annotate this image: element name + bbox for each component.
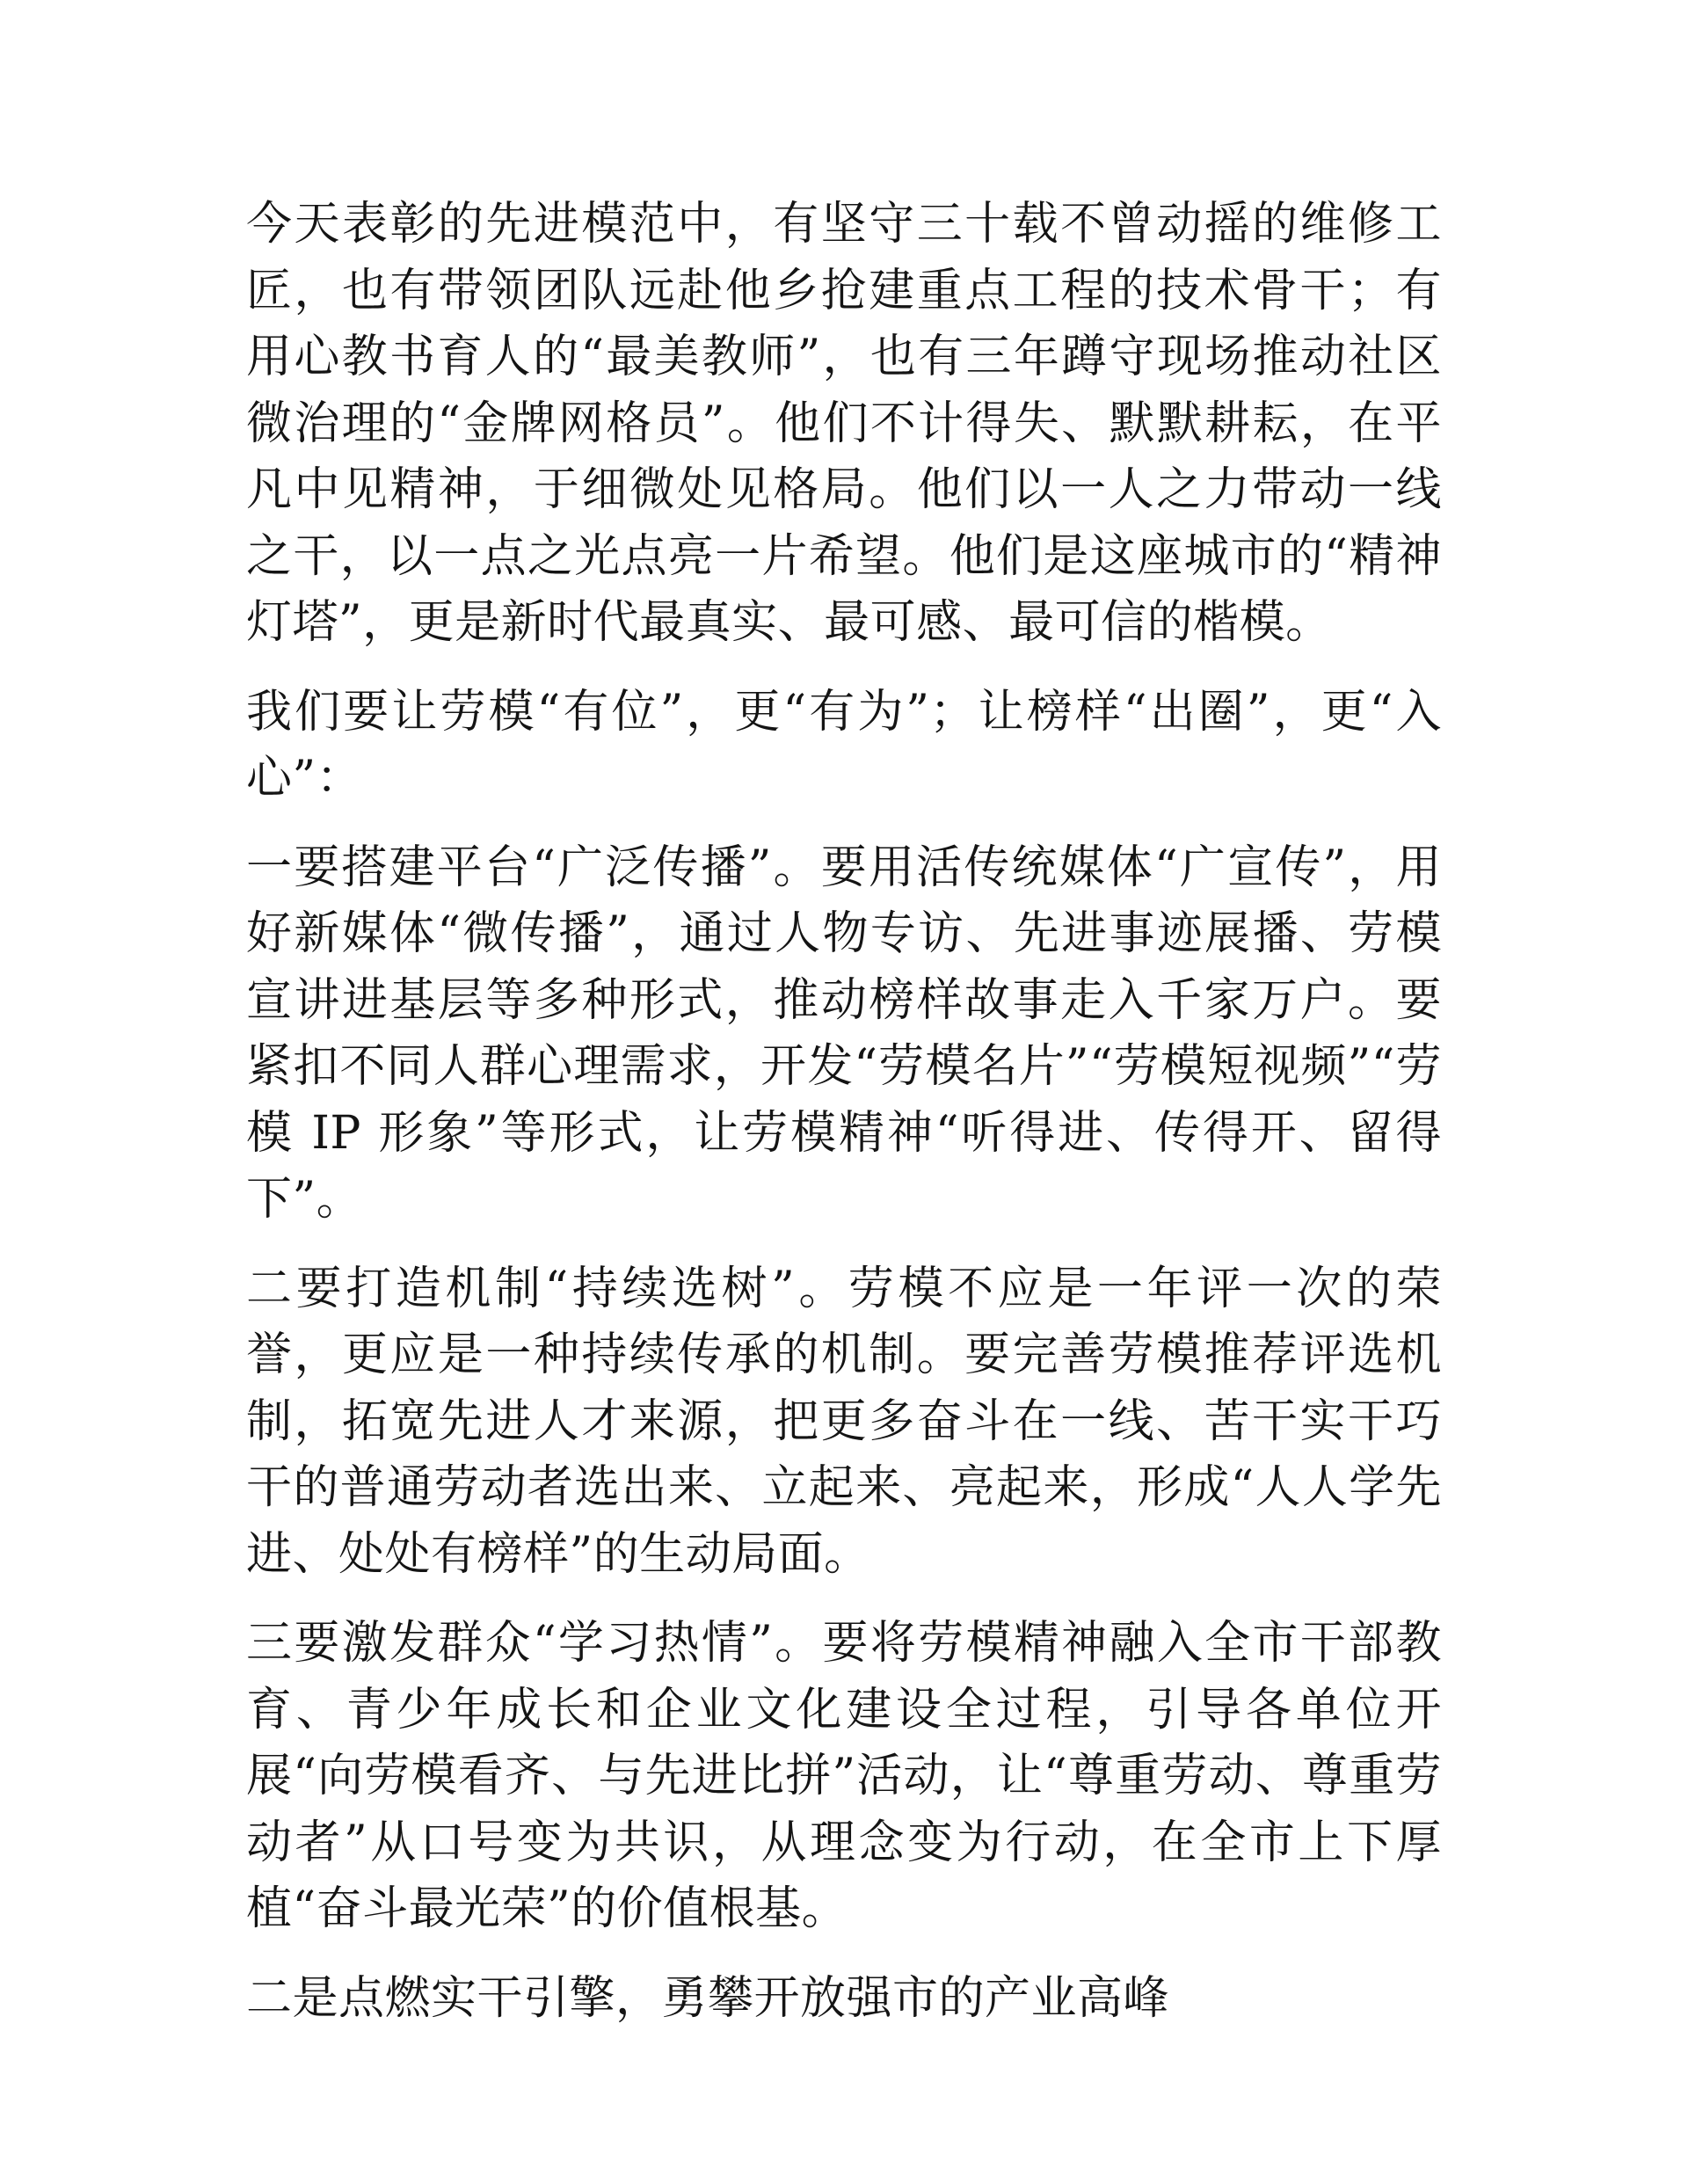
paragraph-point-two: 二要打造机制“持续选树”。劳模不应是一年评一次的荣誉，更应是一种持续传承的机制。要完善劳模推荐评选机制，拓宽先进人才来源，把更多奋斗在一线、苦干实干巧干的普通劳动者选出来、立起来、亮起来，形成“人人学先进、处处有榜样”的生动局面。 <box>246 1262 1442 1581</box>
paragraph-point-one: 一要搭建平台“广泛传播”。要用活传统媒体“广宣传”，用好新媒体“微传播”，通过人物专访、先进事迹展播、劳模宣讲进基层等多种形式，推动榜样故事走入千家万户。要紧扣不同人群心理需求，开发“劳模名片”“劳模短视频”“劳模 IP 形象”等形式，让劳模精神“听得进、传得开、留得下”。 <box>246 841 1442 1226</box>
paragraph-honorees: 今天表彰的先进模范中，有坚守三十载不曾动摇的维修工匠，也有带领团队远赴他乡抢建重点工程的技术骨干；有用心教书育人的“最美教师”，也有三年蹲守现场推动社区微治理的“金牌网格员”。他们不计得失、默默耕耘，在平凡中见精神，于细微处见格局。他们以一人之力带动一线之干，以一点之光点亮一片希望。他们是这座城市的“精神灯塔”，更是新时代最真实、最可感、最可信的楷模。 <box>246 198 1442 649</box>
document-body <box>246 192 1442 2032</box>
paragraph-intro-goals: 我们要让劳模“有位”，更“有为”；让榜样“出圈”，更“入心”： <box>246 685 1442 804</box>
paragraph-point-three: 三要激发群众“学习热情”。要将劳模精神融入全市干部教育、青少年成长和企业文化建设全过程，引导各单位开展“向劳模看齐、与先进比拼”活动，让“尊重劳动、尊重劳动者”从口号变为共识，从理念变为行动，在全市上下厚植“奋斗最光荣”的价值根基。 <box>246 1617 1442 1935</box>
section-heading: 二是点燃实干引擎，勇攀开放强市的产业高峰 <box>246 1971 1170 2025</box>
